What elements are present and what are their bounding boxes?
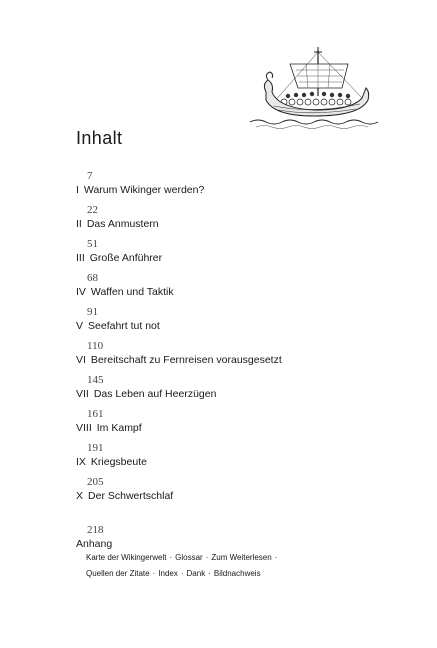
appendix-item: Karte der Wikingerwelt bbox=[86, 553, 167, 562]
page-number: 110 bbox=[87, 340, 104, 352]
page-number: 191 bbox=[87, 442, 104, 454]
appendix-line-2 bbox=[86, 569, 261, 578]
appendix-item: Quellen der Zitate bbox=[86, 569, 150, 578]
appendix-item: Glossar bbox=[175, 553, 203, 562]
separator-dot: · bbox=[180, 569, 184, 578]
chapter-title: Warum Wikinger werden? bbox=[83, 184, 205, 196]
chapter-numeral: III bbox=[76, 252, 85, 264]
chapter-title: Der Schwertschlaf bbox=[88, 490, 174, 502]
page-title: Inhalt bbox=[76, 128, 123, 148]
chapter-numeral: VIII bbox=[76, 422, 92, 434]
chapter-label bbox=[76, 388, 216, 400]
chapter-label bbox=[76, 218, 159, 230]
appendix-item: Dank bbox=[186, 569, 206, 578]
chapter-label bbox=[76, 252, 162, 264]
separator-dot: · bbox=[205, 553, 209, 562]
chapter-numeral: IX bbox=[76, 456, 86, 468]
page-number: 22 bbox=[87, 204, 98, 216]
viking-ship-icon bbox=[244, 44, 386, 130]
page-number: 145 bbox=[87, 374, 104, 386]
page-number: 161 bbox=[87, 408, 104, 420]
chapter-label bbox=[76, 320, 160, 332]
page-number: 68 bbox=[87, 272, 98, 284]
separator-dot: · bbox=[169, 553, 173, 562]
chapter-label bbox=[76, 456, 147, 468]
appendix-line-1 bbox=[86, 553, 280, 562]
toc-entry bbox=[76, 408, 406, 442]
chapter-label bbox=[76, 184, 204, 196]
page-number: 218 bbox=[87, 524, 104, 536]
chapter-numeral: IV bbox=[76, 286, 86, 298]
appendix-item: Zum Weiterlesen bbox=[211, 553, 272, 562]
chapter-numeral: X bbox=[76, 490, 84, 502]
toc-entry bbox=[76, 476, 406, 510]
appendix-item: Bildnachweis bbox=[213, 569, 261, 578]
chapter-title: Kriegsbeute bbox=[90, 456, 147, 468]
chapter-label bbox=[76, 490, 173, 502]
chapter-numeral: II bbox=[76, 218, 82, 230]
chapter-title: Seefahrt tut not bbox=[88, 320, 160, 332]
chapter-label bbox=[76, 286, 174, 298]
toc-entry bbox=[76, 374, 406, 408]
separator-dot: · bbox=[208, 569, 211, 578]
chapter-title: Im Kampf bbox=[96, 422, 142, 434]
chapter-numeral: VII bbox=[76, 388, 89, 400]
chapter-title: Bereitschaft zu Fernreisen vorausgesetzt bbox=[90, 354, 282, 366]
chapter-label bbox=[76, 354, 282, 366]
page-number: 91 bbox=[87, 306, 98, 318]
table-of-contents bbox=[76, 170, 406, 510]
toc-entry bbox=[76, 442, 406, 476]
page-number: 7 bbox=[87, 170, 93, 182]
chapter-label bbox=[76, 422, 142, 434]
toc-entry bbox=[76, 340, 406, 374]
chapter-title: Große Anführer bbox=[89, 252, 163, 264]
page-number: 205 bbox=[87, 476, 104, 488]
appendix-item: Index bbox=[158, 569, 178, 578]
chapter-numeral: V bbox=[76, 320, 84, 332]
toc-entry bbox=[76, 238, 406, 272]
chapter-title: Das Leben auf Heerzügen bbox=[93, 388, 217, 400]
toc-entry bbox=[76, 272, 406, 306]
toc-entry bbox=[76, 170, 406, 204]
chapter-title: Waffen und Taktik bbox=[90, 286, 174, 298]
separator-dot: · bbox=[274, 553, 278, 562]
chapter-numeral: VI bbox=[76, 354, 86, 366]
toc-entry bbox=[76, 306, 406, 340]
chapter-title: Das Anmustern bbox=[86, 218, 159, 230]
page-number: 51 bbox=[87, 238, 98, 250]
separator-dot: · bbox=[152, 569, 156, 578]
chapter-title: Anhang bbox=[76, 538, 113, 550]
toc-entry bbox=[76, 204, 406, 238]
chapter-numeral: I bbox=[76, 184, 79, 196]
